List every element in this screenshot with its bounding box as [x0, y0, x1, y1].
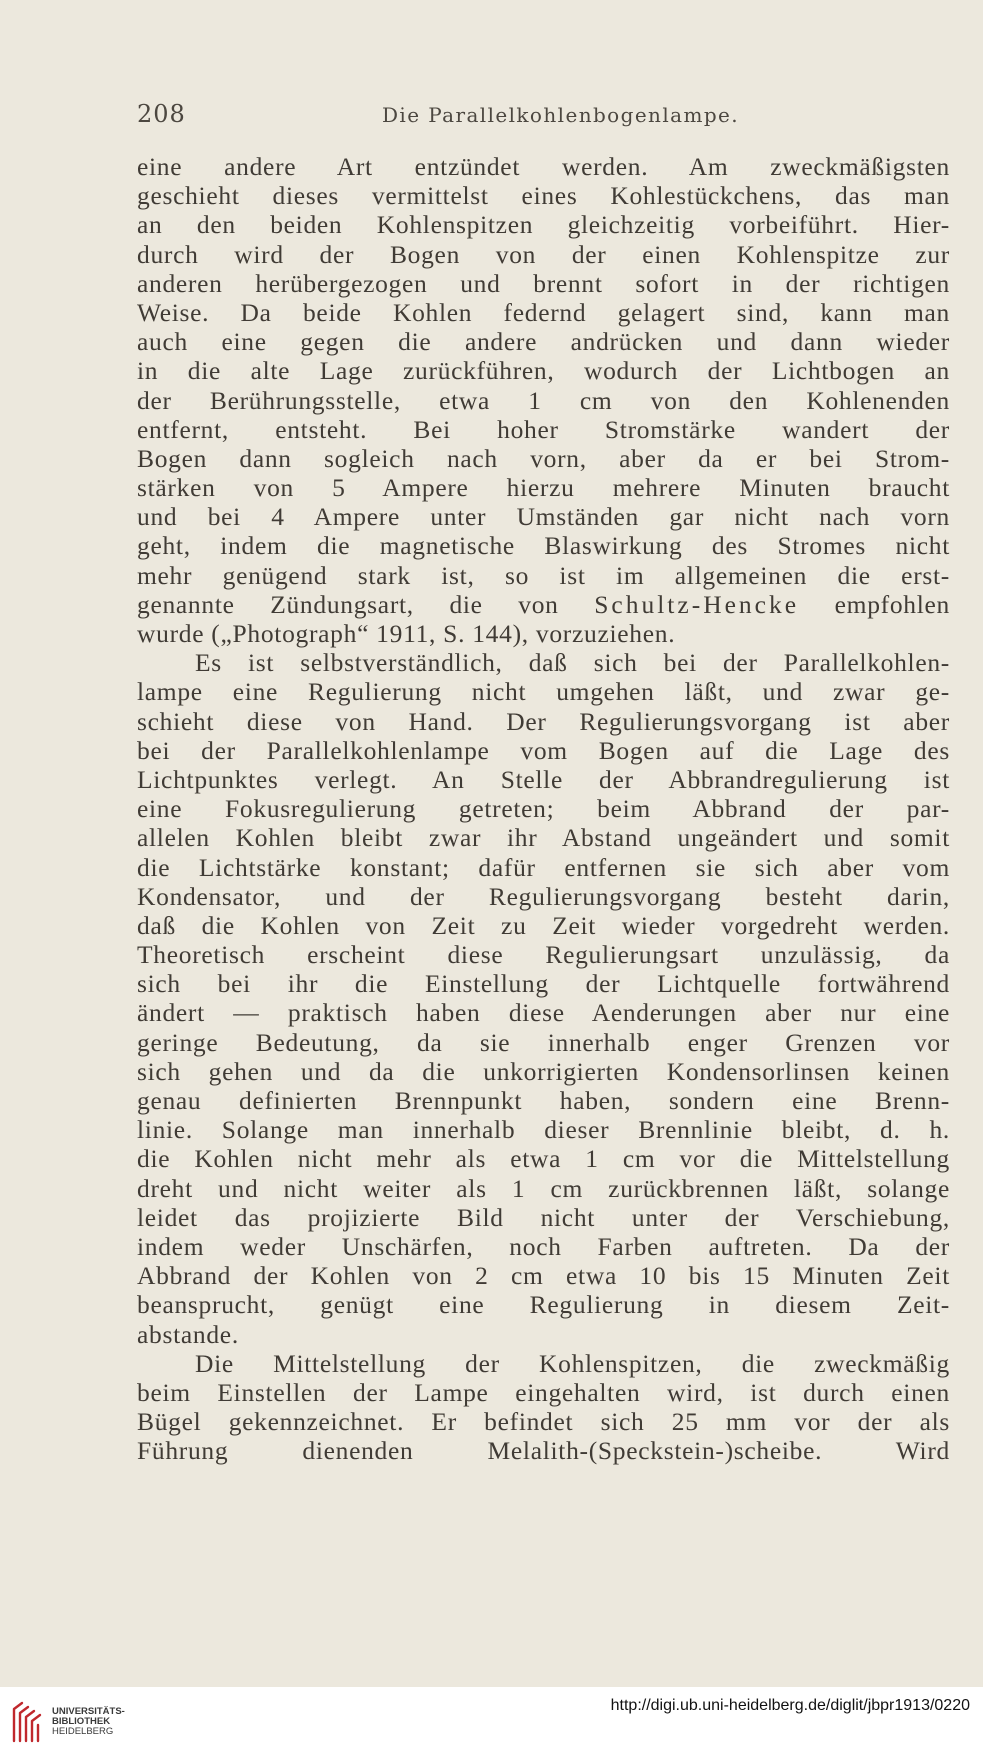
- text-line: sich bei ihr die Einstellung der Lichtquelle fortwährend: [137, 969, 950, 999]
- library-city: HEIDELBERG: [52, 1726, 114, 1737]
- text-line: die Lichtstärke konstant; dafür entfernen sie sich aber vom: [137, 852, 950, 882]
- text-line: allelen Kohlen bleibt zwar ihr Abstand ungeändert und somit: [137, 823, 950, 853]
- heidelberg-library-logo-icon: [10, 1697, 44, 1747]
- page-number: 208: [137, 100, 186, 128]
- text-fragment: empfohlen: [834, 589, 951, 619]
- text-line: Weise. Da beide Kohlen federnd gelagert sind, kann man: [137, 297, 950, 327]
- text-line-with-author: [137, 590, 950, 619]
- text-line: anderen herübergezogen und brennt sofort in der richtigen: [137, 268, 950, 298]
- text-line: durch wird der Bogen von der einen Kohlenspitze zur: [137, 239, 950, 269]
- text-line: geringe Bedeutung, da sie innerhalb enger Grenzen vor: [137, 1027, 950, 1057]
- text-line: lampe eine Regulierung nicht umgehen läßt, und zwar ge-: [137, 677, 950, 707]
- text-line: auch eine gegen die andere andrücken und dann wieder: [137, 327, 950, 357]
- text-line: mehr genügend stark ist, so ist im allgemeinen die erst-: [137, 560, 950, 590]
- running-title: Die Parallelkohlenbogenlampe.: [382, 103, 740, 127]
- text-line: der Berührungsstelle, etwa 1 cm von den Kohlenenden: [137, 385, 950, 415]
- library-name: [52, 1707, 125, 1737]
- library-name-line: UNIVERSITÄTS-: [52, 1706, 125, 1717]
- text-line: genau definierten Brennpunkt haben, sondern eine Brenn-: [137, 1086, 950, 1115]
- digitization-footer: [0, 1687, 983, 1756]
- text-line: Lichtpunktes verlegt. An Stelle der Abbrandregulierung ist: [137, 764, 950, 794]
- text-line: abstande.: [137, 1319, 239, 1349]
- library-name-line: BIBLIOTHEK: [52, 1716, 111, 1727]
- text-line: eine Fokusregulierung getreten; beim Abbrand der par-: [137, 794, 950, 824]
- body-text: [137, 152, 950, 1465]
- page-header: [137, 100, 950, 130]
- text-line: und bei 4 Ampere unter Umständen gar nicht nach vorn: [137, 502, 950, 532]
- text-line: beansprucht, genügt eine Regulierung in diesem Zeit-: [137, 1290, 950, 1320]
- text-line: ändert — praktisch haben diese Aenderungen aber nur eine: [137, 998, 950, 1028]
- text-line: beim Einstellen der Lampe eingehalten wird, ist durch einen: [137, 1377, 950, 1407]
- text-line: Abbrand der Kohlen von 2 cm etwa 10 bis 15 Minuten Zeit: [137, 1261, 950, 1291]
- text-line: Bügel gekennzeichnet. Er befindet sich 25 mm vor der als: [137, 1407, 950, 1437]
- text-line: Kondensator, und der Regulierungsvorgang besteht darin,: [137, 881, 950, 911]
- text-line: dreht und nicht weiter als 1 cm zurückbrennen läßt, solange: [137, 1173, 950, 1203]
- text-fragment: genannte Zündungsart, die von: [137, 589, 559, 619]
- text-line: geschieht dieses vermittelst eines Kohlestückchens, das man: [137, 181, 950, 211]
- text-line: eine andere Art entzündet werden. Am zweckmäßigsten: [137, 152, 950, 181]
- text-line: Führung dienenden Melalith-(Speckstein-)scheibe. Wird: [137, 1436, 950, 1466]
- text-line: Theoretisch erscheint diese Regulierungsart unzulässig, da: [137, 940, 950, 970]
- text-line: wurde („Photograph“ 1911, S. 144), vorzuziehen.: [137, 619, 676, 648]
- text-line: geht, indem die magnetische Blaswirkung des Stromes nicht: [137, 531, 950, 561]
- text-line: Bogen dann sogleich nach vorn, aber da er bei Strom-: [137, 443, 950, 473]
- text-line: linie. Solange man innerhalb dieser Brennlinie bleibt, d. h.: [137, 1115, 950, 1145]
- source-url-link[interactable]: http://digi.ub.uni-heidelberg.de/diglit/jbpr1913/0220: [610, 1697, 970, 1714]
- text-line: schieht diese von Hand. Der Regulierungsvorgang ist aber: [137, 706, 950, 736]
- paragraph-start-line: Es ist selbstverständlich, daß sich bei der Parallelkohlen-: [195, 648, 950, 678]
- text-line: in die alte Lage zurückführen, wodurch der Lichtbogen an: [137, 356, 950, 386]
- text-line: indem weder Unschärfen, noch Farben auftreten. Da der: [137, 1231, 950, 1261]
- text-line: stärken von 5 Ampere hierzu mehrere Minuten braucht: [137, 473, 950, 503]
- author-name: Schultz-Hencke: [594, 589, 800, 619]
- paragraph-start-line: Die Mittelstellung der Kohlenspitzen, die zweckmäßig: [195, 1348, 950, 1378]
- text-line: die Kohlen nicht mehr als etwa 1 cm vor die Mittelstellung: [137, 1144, 950, 1174]
- text-line: leidet das projizierte Bild nicht unter der Verschiebung,: [137, 1202, 950, 1232]
- text-line: bei der Parallelkohlenlampe vom Bogen auf die Lage des: [137, 735, 950, 765]
- text-line: sich gehen und da die unkorrigierten Kondensorlinsen keinen: [137, 1056, 950, 1086]
- text-line: an den beiden Kohlenspitzen gleichzeitig vorbeiführt. Hier-: [137, 210, 950, 240]
- text-line: entfernt, entsteht. Bei hoher Stromstärke wandert der: [137, 414, 950, 444]
- text-line: daß die Kohlen von Zeit zu Zeit wieder vorgedreht werden.: [137, 910, 950, 940]
